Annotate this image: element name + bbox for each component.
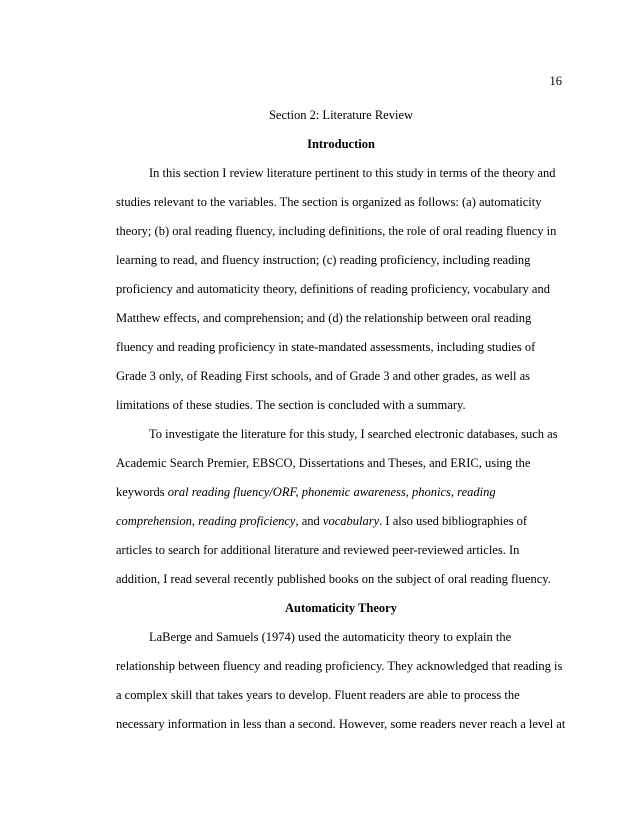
- text-line: studies relevant to the variables. The section is organized as follows: (a) automaticity: [116, 195, 542, 209]
- section-title: Section 2: Literature Review: [268, 108, 414, 122]
- text-line: proficiency and automaticity theory, definitions of reading proficiency, vocabulary and: [116, 282, 550, 296]
- text-line: fluency and reading proficiency in state-mandated assessments, including studies of: [116, 340, 536, 354]
- text-line: necessary information in less than a second. However, some readers never reach a level at: [116, 717, 566, 731]
- text-segment: ,: [191, 514, 199, 528]
- text-line: To investigate the literature for this study, I searched electronic databases, such as: [149, 427, 558, 441]
- text-line: Matthew effects, and comprehension; and (d) the relationship between oral reading: [116, 311, 532, 325]
- text-line: articles to search for additional literature and reviewed peer-reviewed articles. In: [116, 543, 520, 557]
- paragraph-search-method: [116, 420, 566, 594]
- paragraph-automaticity: [116, 623, 566, 739]
- text-line: Academic Search Premier, EBSCO, Dissertations and Theses, and ERIC, using the: [116, 456, 531, 470]
- text-line: LaBerge and Samuels (1974) used the automaticity theory to explain the: [149, 630, 512, 644]
- keyword: vocabulary: [322, 514, 380, 528]
- text-line: In this section I review literature pertinent to this study in terms of the theory and: [149, 166, 556, 180]
- keyword: reading proficiency: [198, 514, 296, 528]
- page-content: [116, 101, 566, 739]
- text-line: a complex skill that takes years to develop. Fluent readers are able to process the: [116, 688, 520, 702]
- text-line: addition, I read several recently published books on the subject of oral reading fluency.: [116, 572, 551, 586]
- text-line: [116, 478, 566, 507]
- page-number: 16: [549, 74, 562, 88]
- heading-automaticity-theory: Automaticity Theory: [285, 601, 397, 615]
- text-line: Grade 3 only, of Reading First schools, and of Grade 3 and other grades, as well as: [116, 369, 531, 383]
- keyword: comprehension: [116, 514, 192, 528]
- text-line: learning to read, and fluency instruction; (c) reading proficiency, including reading: [116, 253, 531, 267]
- text-segment: , and: [295, 514, 323, 528]
- paragraph-introduction: [116, 159, 566, 420]
- text-line: theory; (b) oral reading fluency, including definitions, the role of oral reading fluency in: [116, 224, 557, 238]
- text-segment: keywords: [116, 485, 168, 499]
- keyword-list: oral reading fluency/ORF, phonemic awareness, phonics, reading: [167, 485, 496, 499]
- heading-introduction: Introduction: [307, 137, 375, 151]
- text-line: [116, 507, 566, 536]
- text-line: limitations of these studies. The section is concluded with a summary.: [116, 398, 466, 412]
- text-line: relationship between fluency and reading proficiency. They acknowledged that reading is: [116, 659, 563, 673]
- text-segment: . I also used bibliographies of: [379, 514, 528, 528]
